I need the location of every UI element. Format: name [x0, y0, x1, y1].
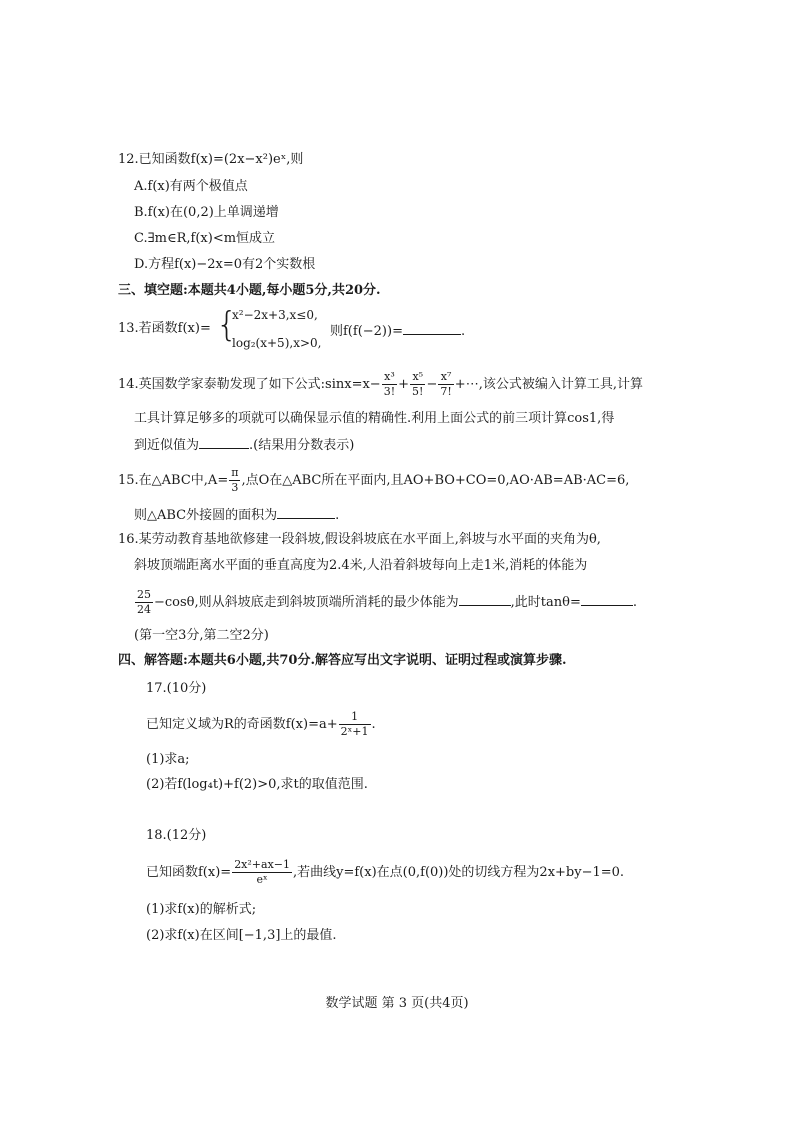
q14-prefix: 14.英国数学家泰勒发现了如下公式:sinx=x−: [118, 377, 381, 392]
q13-prefix: 13.若函数f(x)=: [118, 321, 211, 336]
q18-part-2: (2)求f(x)在区间[−1,3]上的最值.: [146, 928, 337, 943]
q13-suffix: 则f(f(−2))=: [330, 324, 403, 339]
q12-option-c: C.∃m∈R,f(x)<m恒成立: [134, 231, 276, 246]
q14-frac-1: $\frac{\text{x³}}{3!}$: [383, 370, 396, 398]
q18-part-1: (1)求f(x)的解析式;: [146, 902, 257, 917]
q15-frac: $\frac{\pi}{3}$: [231, 466, 239, 494]
q18-stem: 已知函数f(x)= $\frac{\text{2x²+ax−1}}{\text{eˣ}}$ ,若曲线y=f(x)在点(0,f(0))处的切线方程为2x+by−1=0.: [146, 858, 625, 886]
q17-frac: $\frac{1}{\text{2ˣ+1}}$: [340, 710, 369, 738]
q14-frac-3: $\frac{\text{x⁷}}{7!}$: [440, 370, 452, 398]
q13-answer-blank[interactable]: [403, 320, 461, 335]
q14-line-3: 到近似值为 .(结果用分数表示): [134, 434, 354, 455]
q12-stem: 12.已知函数f(x)=(2x−x²)eˣ,则: [118, 152, 304, 167]
q15-answer-blank[interactable]: [277, 504, 335, 519]
q13-suffix-line: 则f(f(−2))= .: [330, 320, 465, 341]
q17-part-1: (1)求a;: [146, 752, 190, 767]
q14-answer-blank[interactable]: [199, 434, 249, 449]
q13-brace: {: [216, 305, 238, 345]
q12-option-a: A.f(x)有两个极值点: [134, 179, 248, 194]
q14-suffix: +⋯,该公式被编入计算工具,计算: [454, 377, 643, 392]
q16-frac: $\frac{25}{24}$: [137, 588, 151, 616]
page-footer: 数学试题 第 3 页(共4页): [325, 996, 469, 1011]
q17-header: 17.(10分): [146, 681, 207, 696]
q16-line-3: $\frac{25}{24}$ −cosθ,则从斜坡底走到斜坡顶端所消耗的最少体能为 ,此时tanθ= .: [137, 588, 637, 616]
q14-line-1: 14.英国数学家泰勒发现了如下公式:sinx=x− $\frac{\text{x³}}{3!}$ + $\frac{\text{x⁵}}{5!}$ − $\frac{\text{x⁷}}{7!}$ +⋯,该公式被编入计算工具,计算: [118, 370, 643, 398]
q12-option-d: D.方程f(x)−2x=0有2个实数根: [134, 257, 316, 272]
q16-line-1: 16.某劳动教育基地欲修建一段斜坡,假设斜坡底在水平面上,斜坡与水平面的夹角为θ,: [118, 532, 601, 547]
q12-option-b: B.f(x)在(0,2)上单调递增: [134, 205, 279, 220]
q16-line-4: (第一空3分,第二空2分): [134, 628, 269, 643]
q18-frac: $\frac{\text{2x²+ax−1}}{\text{eˣ}}$: [234, 858, 290, 886]
q14-line-2: 工具计算足够多的项就可以确保显示值的精确性.利用上面公式的前三项计算cos1,得: [134, 411, 615, 426]
q13-piece-2: log₂(x+5),x>0,: [232, 336, 322, 350]
q13-piece-1: x²−2x+3,x≤0,: [232, 308, 318, 322]
q17-part-2: (2)若f(log₄t)+f(2)>0,求t的取值范围.: [146, 777, 368, 792]
q17-stem: 已知定义域为R的奇函数f(x)=a+ $\frac{1}{\text{2ˣ+1}}$ .: [146, 710, 376, 738]
q15-line-1: 15.在△ABC中,A= $\frac{\pi}{3}$ ,点O在△ABC所在平面内,且AO+BO+CO=0,AO·AB=AB·AC=6,: [118, 466, 630, 494]
q15-line-2: 则△ABC外接圆的面积为 .: [134, 504, 339, 525]
q18-header: 18.(12分): [146, 828, 207, 843]
q16-line-2: 斜坡顶端距离水平面的垂直高度为2.4米,人沿着斜坡每向上走1米,消耗的体能为: [134, 558, 588, 573]
q14-frac-2: $\frac{\text{x⁵}}{5!}$: [412, 370, 424, 398]
section-4-heading: 四、解答题:本题共6小题,共70分.解答应写出文字说明、证明过程或演算步骤.: [118, 653, 567, 668]
q16-answer-blank-2[interactable]: [581, 591, 633, 606]
section-3-heading: 三、填空题:本题共4小题,每小题5分,共20分.: [118, 283, 381, 298]
q16-answer-blank-1[interactable]: [459, 591, 511, 606]
